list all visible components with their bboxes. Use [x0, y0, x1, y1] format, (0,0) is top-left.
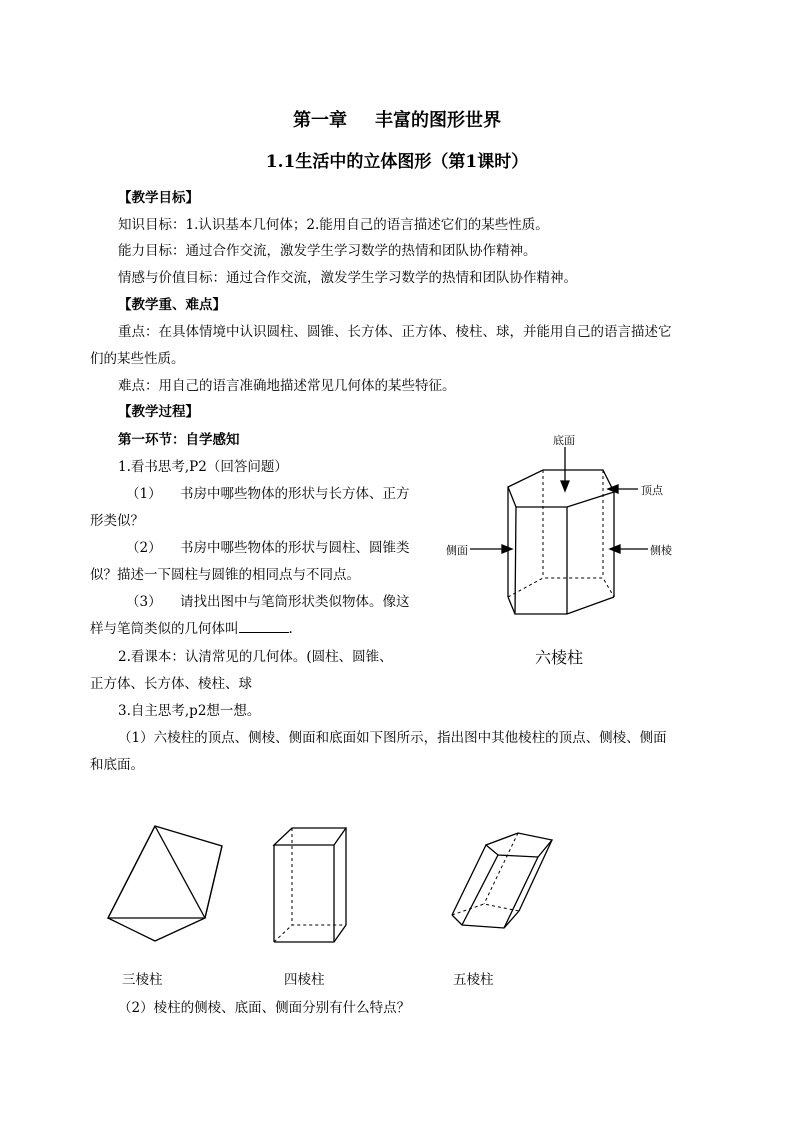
- label-base: 底面: [553, 434, 575, 447]
- caption-quadrilateral: 四棱柱: [284, 972, 325, 988]
- pentagonal-prism: [452, 833, 552, 928]
- chapter-title: [0, 106, 794, 132]
- q1-number: （1）: [126, 486, 162, 502]
- label-side-face: 侧面: [446, 544, 468, 557]
- objective-knowledge: 知识目标：1.认识基本几何体；2.能用自己的语言描述它们的某些性质。: [118, 217, 549, 233]
- sub1-line1: （1）六棱柱的顶点、侧棱、侧面和底面如下图所示，指出图中其他棱柱的顶点、侧棱、侧面: [118, 730, 667, 746]
- objectives-heading: 【教学目标】: [118, 190, 199, 206]
- difficulty-text: 难点：用自己的语言准确地描述常见几何体的某些特征。: [118, 378, 456, 394]
- objective-ability: 能力目标：通过合作交流，激发学生学习数学的热情和团队协作精神。: [118, 243, 537, 259]
- focus-line1: 重点：在具体情境中认识圆柱、圆锥、长方体、正方体、棱柱、球，并能用自己的语言描述它: [118, 324, 672, 340]
- q1-line1: 书房中哪些物体的形状与长方体、正方: [180, 486, 410, 502]
- step1-heading: 第一环节：自学感知: [118, 432, 240, 448]
- q3-line2-text: 样与笔筒类似的几何体叫: [90, 621, 239, 637]
- hexagonal-prism: [470, 447, 648, 614]
- q3-line1: 请找出图中与笔筒形状类似物体。像这: [180, 594, 410, 610]
- quadrilateral-prism: [274, 828, 346, 942]
- q3-line2: [90, 617, 293, 637]
- caption-triangular: 三棱柱: [122, 972, 163, 988]
- item2-line1: 2.看课本：认清常见的几何体。(圆柱、圆锥、: [118, 649, 393, 665]
- q2-line1: 书房中哪些物体的形状与圆柱、圆锥类: [180, 540, 410, 556]
- item2-line2: 正方体、长方体、棱柱、球: [90, 676, 252, 692]
- sub1-line2: 和底面。: [90, 757, 144, 773]
- focus-line2: 们的某些性质。: [90, 351, 185, 367]
- label-vertex: 顶点: [641, 484, 663, 497]
- chapter-name: 丰富的图形世界: [375, 110, 501, 131]
- triangular-prism: [108, 826, 222, 941]
- q3-number: （3）: [126, 594, 162, 610]
- caption-pentagonal: 五棱柱: [453, 972, 494, 988]
- objective-emotion: 情感与价值目标：通过合作交流，激发学生学习数学的热情和团队协作精神。: [118, 270, 577, 286]
- q2-line2: 似？描述一下圆柱与圆锥的相同点与不同点。: [90, 567, 360, 583]
- lesson-title: 1.1生活中的立体图形（第1课时）: [265, 152, 529, 172]
- q3-line2-end: .: [288, 621, 293, 637]
- process-heading: 【教学过程】: [118, 404, 199, 420]
- label-side-edge: 侧棱: [650, 544, 672, 557]
- item3-text: 3.自主思考,p2想一想。: [118, 703, 261, 719]
- hexagonal-caption: 六棱柱: [535, 648, 584, 667]
- sub2-text: （2）棱柱的侧棱、底面、侧面分别有什么特点？: [118, 1000, 411, 1016]
- keypoints-heading: 【教学重、难点】: [118, 297, 226, 313]
- item1-text: 1.看书思考,P2（回答问题）: [118, 459, 288, 475]
- chapter-label: 第一章: [293, 110, 347, 131]
- q2-number: （2）: [126, 540, 162, 556]
- q1-line2: 形类似？: [90, 513, 144, 529]
- answer-blank: [239, 620, 289, 633]
